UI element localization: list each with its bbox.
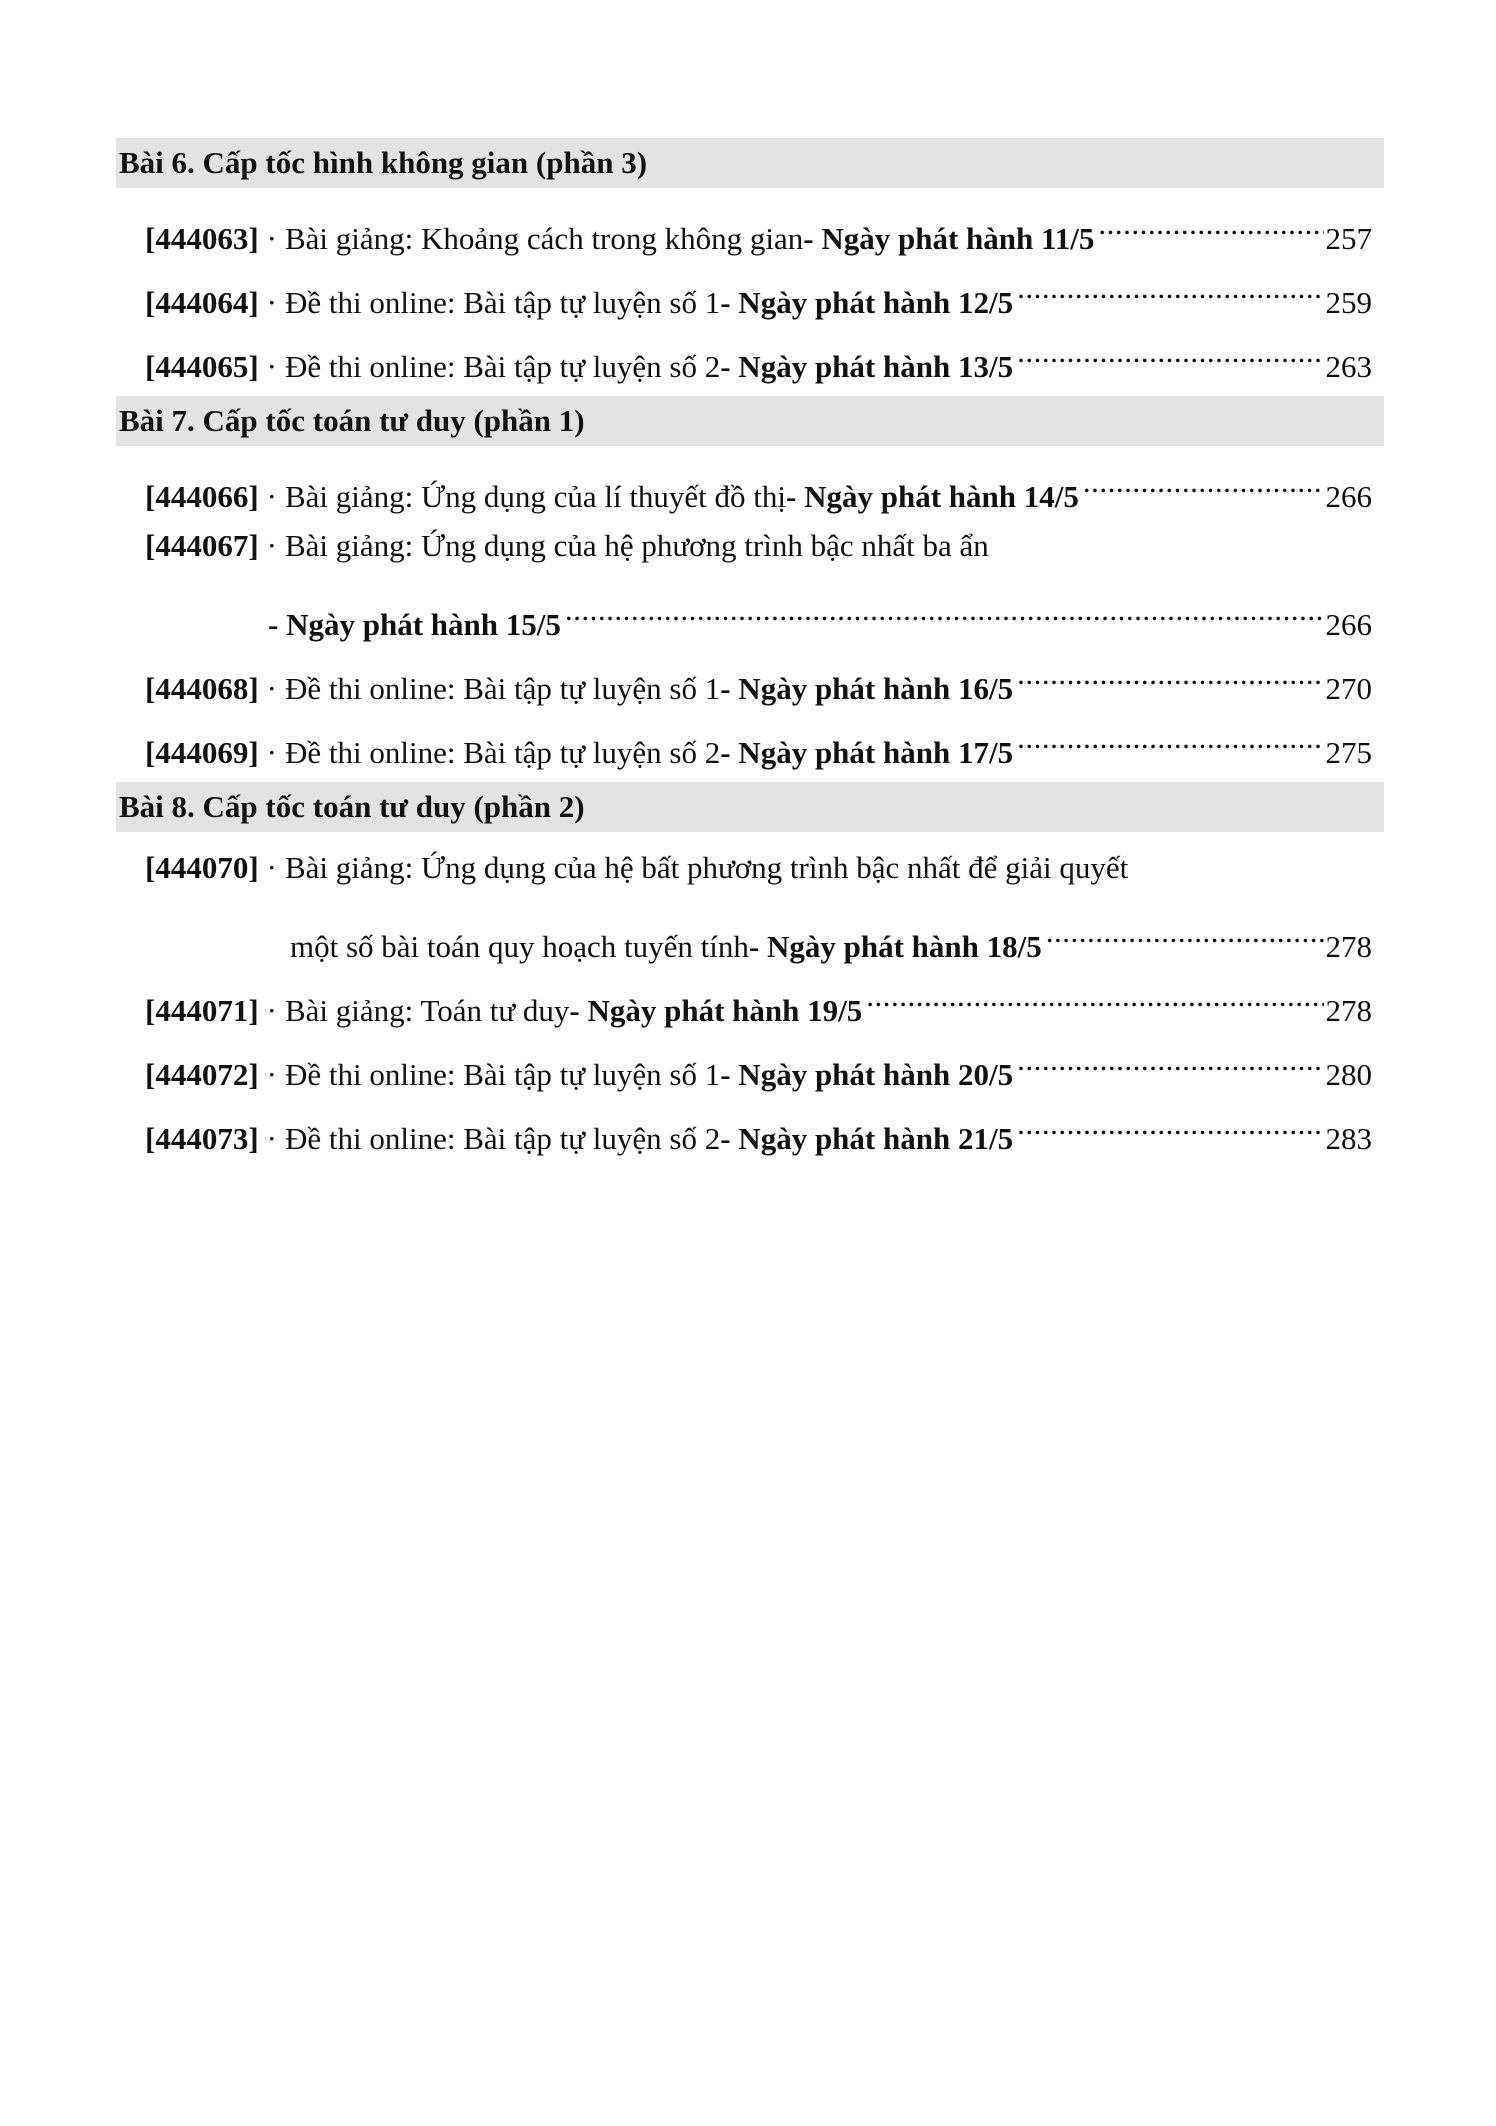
dot-leader (565, 585, 1324, 635)
toc-entry-444068[interactable] (145, 649, 1372, 706)
toc-entry-444072[interactable] (145, 1035, 1372, 1092)
dot-leader (866, 971, 1323, 1021)
dot-leader (1017, 327, 1323, 377)
entry-page-number: 280 (1325, 1057, 1372, 1092)
entry-text: Đề thi online: Bài tập tự luyện số 2 (284, 349, 721, 384)
dot-leader (1017, 1035, 1323, 1085)
dot-leader (1017, 263, 1323, 313)
entry-code: [444069] (145, 735, 259, 770)
dot-leader (1098, 199, 1323, 249)
dot-leader (1083, 457, 1324, 507)
toc-entry-444064[interactable] (145, 263, 1372, 320)
entry-code: [444072] (145, 1057, 259, 1092)
entry-separator: · (266, 528, 277, 563)
entry-text: Bài giảng: Ứng dụng của hệ phương trình bậc nhất ba ẩn (284, 528, 989, 563)
toc-entry-444066[interactable] (145, 457, 1372, 514)
entry-release-date: - Ngày phát hành 11/5 (803, 221, 1095, 256)
entry-release-date: - Ngày phát hành 16/5 (720, 671, 1014, 706)
toc-entry-444073[interactable] (145, 1099, 1372, 1156)
entry-page-number: 257 (1325, 221, 1372, 256)
entry-release-date: - Ngày phát hành 19/5 (569, 993, 863, 1028)
entry-page-number: 270 (1325, 671, 1372, 706)
section-heading-bai-8: Bài 8. Cấp tốc toán tư duy (phần 2) (116, 782, 1384, 832)
entry-page-number: 263 (1325, 349, 1372, 384)
entry-separator: · (266, 993, 277, 1028)
entry-text: Bài giảng: Toán tư duy (284, 993, 570, 1028)
entry-separator: · (266, 1121, 277, 1156)
entry-continuation-text: một số bài toán quy hoạch tuyến tính (290, 929, 749, 964)
entry-separator: · (266, 221, 277, 256)
entry-page-number: 278 (1325, 993, 1372, 1028)
toc-entry-444070-continued[interactable] (290, 907, 1372, 964)
entry-separator: · (266, 1057, 277, 1092)
entry-code: [444064] (145, 285, 259, 320)
entry-code: [444070] (145, 850, 259, 885)
entry-code: [444063] (145, 221, 259, 256)
entry-release-date: - Ngày phát hành 21/5 (720, 1121, 1014, 1156)
entry-separator: · (266, 735, 277, 770)
entry-text: Đề thi online: Bài tập tự luyện số 2 (284, 1121, 721, 1156)
entry-release-date: - Ngày phát hành 15/5 (268, 607, 561, 642)
dot-leader (1046, 907, 1324, 957)
entry-text: Bài giảng: Ứng dụng của hệ bất phương trình bậc nhất để giải quyết (284, 850, 1129, 885)
entry-release-date: - Ngày phát hành 14/5 (786, 479, 1079, 514)
entry-text: Đề thi online: Bài tập tự luyện số 1 (284, 285, 721, 320)
entry-text: Đề thi online: Bài tập tự luyện số 1 (284, 671, 721, 706)
dot-leader (1017, 1099, 1323, 1149)
section-heading-bai-6: Bài 6. Cấp tốc hình không gian (phần 3) (116, 138, 1384, 188)
toc-entry-444071[interactable] (145, 971, 1372, 1028)
entry-release-date: - Ngày phát hành 17/5 (720, 735, 1014, 770)
entry-code: [444068] (145, 671, 259, 706)
entry-text: Bài giảng: Khoảng cách trong không gian (284, 221, 804, 256)
entry-separator: · (266, 479, 277, 514)
toc-entry-444067-continued[interactable] (268, 585, 1372, 642)
entry-separator: · (266, 285, 277, 320)
toc-entry-444063[interactable] (145, 199, 1372, 256)
entry-code: [444071] (145, 993, 259, 1028)
entry-release-date: - Ngày phát hành 12/5 (720, 285, 1014, 320)
entry-page-number: 283 (1325, 1121, 1372, 1156)
dot-leader (1017, 713, 1323, 763)
entry-text: Đề thi online: Bài tập tự luyện số 1 (284, 1057, 721, 1092)
entry-page-number: 266 (1325, 607, 1372, 642)
entry-release-date: - Ngày phát hành 20/5 (720, 1057, 1014, 1092)
toc-entry-444069[interactable] (145, 713, 1372, 770)
entry-page-number: 259 (1325, 285, 1372, 320)
entry-text: Bài giảng: Ứng dụng của lí thuyết đồ thị (284, 479, 787, 514)
entry-separator: · (266, 671, 277, 706)
entry-separator: · (266, 850, 277, 885)
dot-leader (1017, 649, 1323, 699)
toc-entry-444065[interactable] (145, 327, 1372, 384)
entry-code: [444073] (145, 1121, 259, 1156)
entry-page-number: 278 (1325, 929, 1372, 964)
entry-code: [444066] (145, 479, 259, 514)
entry-page-number: 275 (1325, 735, 1372, 770)
section-heading-bai-7: Bài 7. Cấp tốc toán tư duy (phần 1) (116, 396, 1384, 446)
entry-code: [444067] (145, 528, 259, 563)
entry-separator: · (266, 349, 277, 384)
entry-code: [444065] (145, 349, 259, 384)
toc-entry-444070[interactable] (145, 843, 1372, 893)
entry-text: Đề thi online: Bài tập tự luyện số 2 (284, 735, 721, 770)
toc-entry-444067[interactable] (145, 521, 1372, 571)
entry-page-number: 266 (1325, 479, 1372, 514)
entry-release-date: - Ngày phát hành 13/5 (720, 349, 1014, 384)
entry-release-date: - Ngày phát hành 18/5 (748, 929, 1042, 964)
